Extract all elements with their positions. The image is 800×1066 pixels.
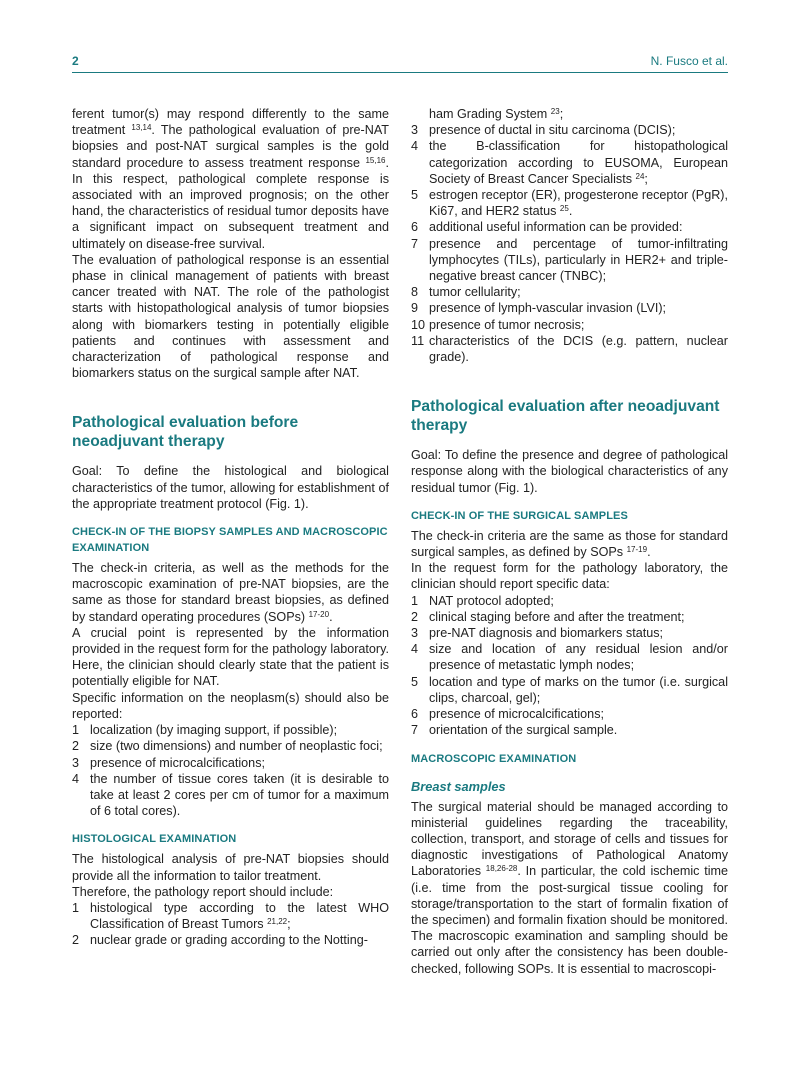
list-item: 6 additional useful information can be provided:	[411, 220, 683, 235]
list-item: 1 localization (by imaging support, if possible);	[72, 723, 338, 738]
left-column	[72, 106, 389, 949]
list-item: 2 nuclear grade or grading according to the Notting-	[72, 933, 368, 948]
paragraph-histo-1: The histological analysis of pre-NAT biopsies should provide all the information to tailor treatment.	[72, 852, 389, 883]
list-item: 5 location and type of marks on the tumor (i.e. surgical clips, charcoal, gel);	[411, 674, 728, 705]
list-item: 1 NAT protocol adopted;	[411, 593, 554, 608]
list-item: 5 estrogen receptor (ER), progesterone receptor (PgR), Ki67, and HER2 status $^{25}$.	[411, 188, 728, 219]
page-number: 2	[72, 54, 79, 68]
running-header-authors: N. Fusco et al.	[650, 54, 728, 68]
paragraph-surgical-1: The check-in criteria are the same as those for standard surgical samples, as defined by SOPs $^{17-19}$.	[411, 528, 728, 560]
list-item: ham Grading System $^{23}$;	[429, 107, 564, 121]
list-item: 3 presence of microcalcifications;	[72, 755, 265, 770]
list-item: 11 characteristics of the DCIS (e.g. pattern, nuclear grade).	[411, 333, 728, 365]
list-item: 1 histological type according to the latest WHO Classification of Breast Tumors $^{21,22}$;	[72, 900, 389, 932]
heading-checkin-surgical: CHECK-IN OF THE SURGICAL SAMPLES	[411, 509, 628, 522]
paragraph-histo-2: Therefore, the pathology report should include:	[72, 884, 334, 899]
list-item: 4 the B-classification for histopathological categorization according to EUSOMA, European Society of Breast Cancer Specialists $^{24}$;	[411, 139, 728, 186]
paragraph-checkin-2: A crucial point is represented by the information provided in the request form for the pathology laboratory. Here, the clinician should clearly state that the patient is potentially eligible for NAT.	[72, 625, 389, 689]
heading-after-nat: Pathological evaluation after neoadjuvant therapy	[411, 398, 720, 435]
list-item: 2 clinical staging before and after the treatment;	[411, 609, 685, 624]
list-item: 7 presence and percentage of tumor-infiltrating lymphocytes (TILs), particularly in HER2+ and triple-negative breast cancer (TNBC);	[411, 236, 728, 284]
heading-macroscopic-exam: MACROSCOPIC EXAMINATION	[411, 752, 577, 765]
heading-histological-exam: HISTOLOGICAL EXAMINATION	[72, 833, 237, 846]
header-rule	[72, 72, 728, 73]
heading-before-nat: Pathological evaluation before neoadjuvant therapy	[72, 414, 299, 451]
heading-checkin-biopsy: CHECK-IN OF THE BIOPSY SAMPLES AND MACROSCOPIC EXAMINATION	[72, 526, 388, 555]
right-column	[411, 106, 728, 977]
list-item: 2 size (two dimensions) and number of neoplastic foci;	[72, 739, 383, 754]
goal-before: Goal: To define the histological and biological characteristics of the tumor, allowing for establishment of the appropriate treatment protocol (Fig. 1).	[72, 464, 389, 511]
list-item: 9 presence of lymph-vascular invasion (LVI);	[411, 301, 667, 316]
list-item: 6 presence of microcalcifications;	[411, 707, 604, 722]
goal-after: Goal: To define the presence and degree of pathological response along with the biological characteristics of any residual tumor (Fig. 1).	[411, 448, 728, 495]
report-list	[72, 900, 389, 949]
surgical-data-list	[411, 593, 728, 739]
report-list-continued	[411, 106, 728, 365]
list-item: 4 the number of tissue cores taken (it is desirable to take at least 2 cores per cm of tumor for a maximum of 6 total cores).	[72, 771, 389, 819]
list-item: 3 presence of ductal in situ carcinoma (DCIS);	[411, 123, 676, 138]
list-item: 10 presence of tumor necrosis;	[411, 317, 585, 332]
heading-breast-samples: Breast samples	[411, 778, 506, 794]
list-item: 8 tumor cellularity;	[411, 285, 521, 300]
paragraph-checkin-3: Specific information on the neoplasm(s) should also be reported:	[72, 690, 389, 721]
list-item: 3 pre-NAT diagnosis and biomarkers status;	[411, 626, 664, 641]
paragraph-intro-1: ferent tumor(s) may respond differently to the same treatment $^{13,14}$. The pathological evaluation of pre-NAT biopsies and post-NAT surgical samples is the gold standard procedure to assess treatment response $^{15,16}$. In this respect, pathological complete response is associated with an improved prognosis; on the other hand, the characteristics of residual tumor deposits have a significant impact on subsequent treatment and ultimately on disease-free survival.	[72, 107, 390, 251]
paragraph-surgical-2: In the request form for the pathology laboratory, the clinician should report specific data:	[411, 561, 728, 592]
list-item: 7 orientation of the surgical sample.	[411, 723, 618, 738]
neoplasm-list	[72, 722, 389, 819]
list-item: 4 size and location of any residual lesion and/or presence of metastatic lymph nodes;	[411, 642, 728, 673]
paragraph-breast-samples: The surgical material should be managed according to ministerial guidelines regarding the traceability, collection, transport, and storage of cells and tissues for diagnostic investigations of Pathological Anatomy Laboratories $^{18,26-28}$. In particular, the cold ischemic time (i.e. time from the post-surgical tissue cooling for storage/transportation to the start of formalin fixation of the specimen) and formalin fixation should be monitored. The macroscopic examination and sampling should be carried out only after the consistency has been double-checked, following SOPs. It is essential to macroscopi-	[411, 799, 729, 976]
paragraph-intro-2: The evaluation of pathological response is an essential phase in clinical management of patients with breast cancer treated with NAT. The role of the pathologist starts with histopathological analysis of tumor biopsies along with biomarkers testing in potentially eligible patients and continues with assessment and characterization of pathological response and biomarkers status on the surgical sample after NAT.	[72, 252, 389, 381]
paragraph-checkin-1: The check-in criteria, as well as the methods for the macroscopic examination of pre-NAT biopsies, are the same as those for standard breast biopsies, as defined by standard operating procedures (SOPs) $^{17-20}$.	[72, 561, 389, 624]
